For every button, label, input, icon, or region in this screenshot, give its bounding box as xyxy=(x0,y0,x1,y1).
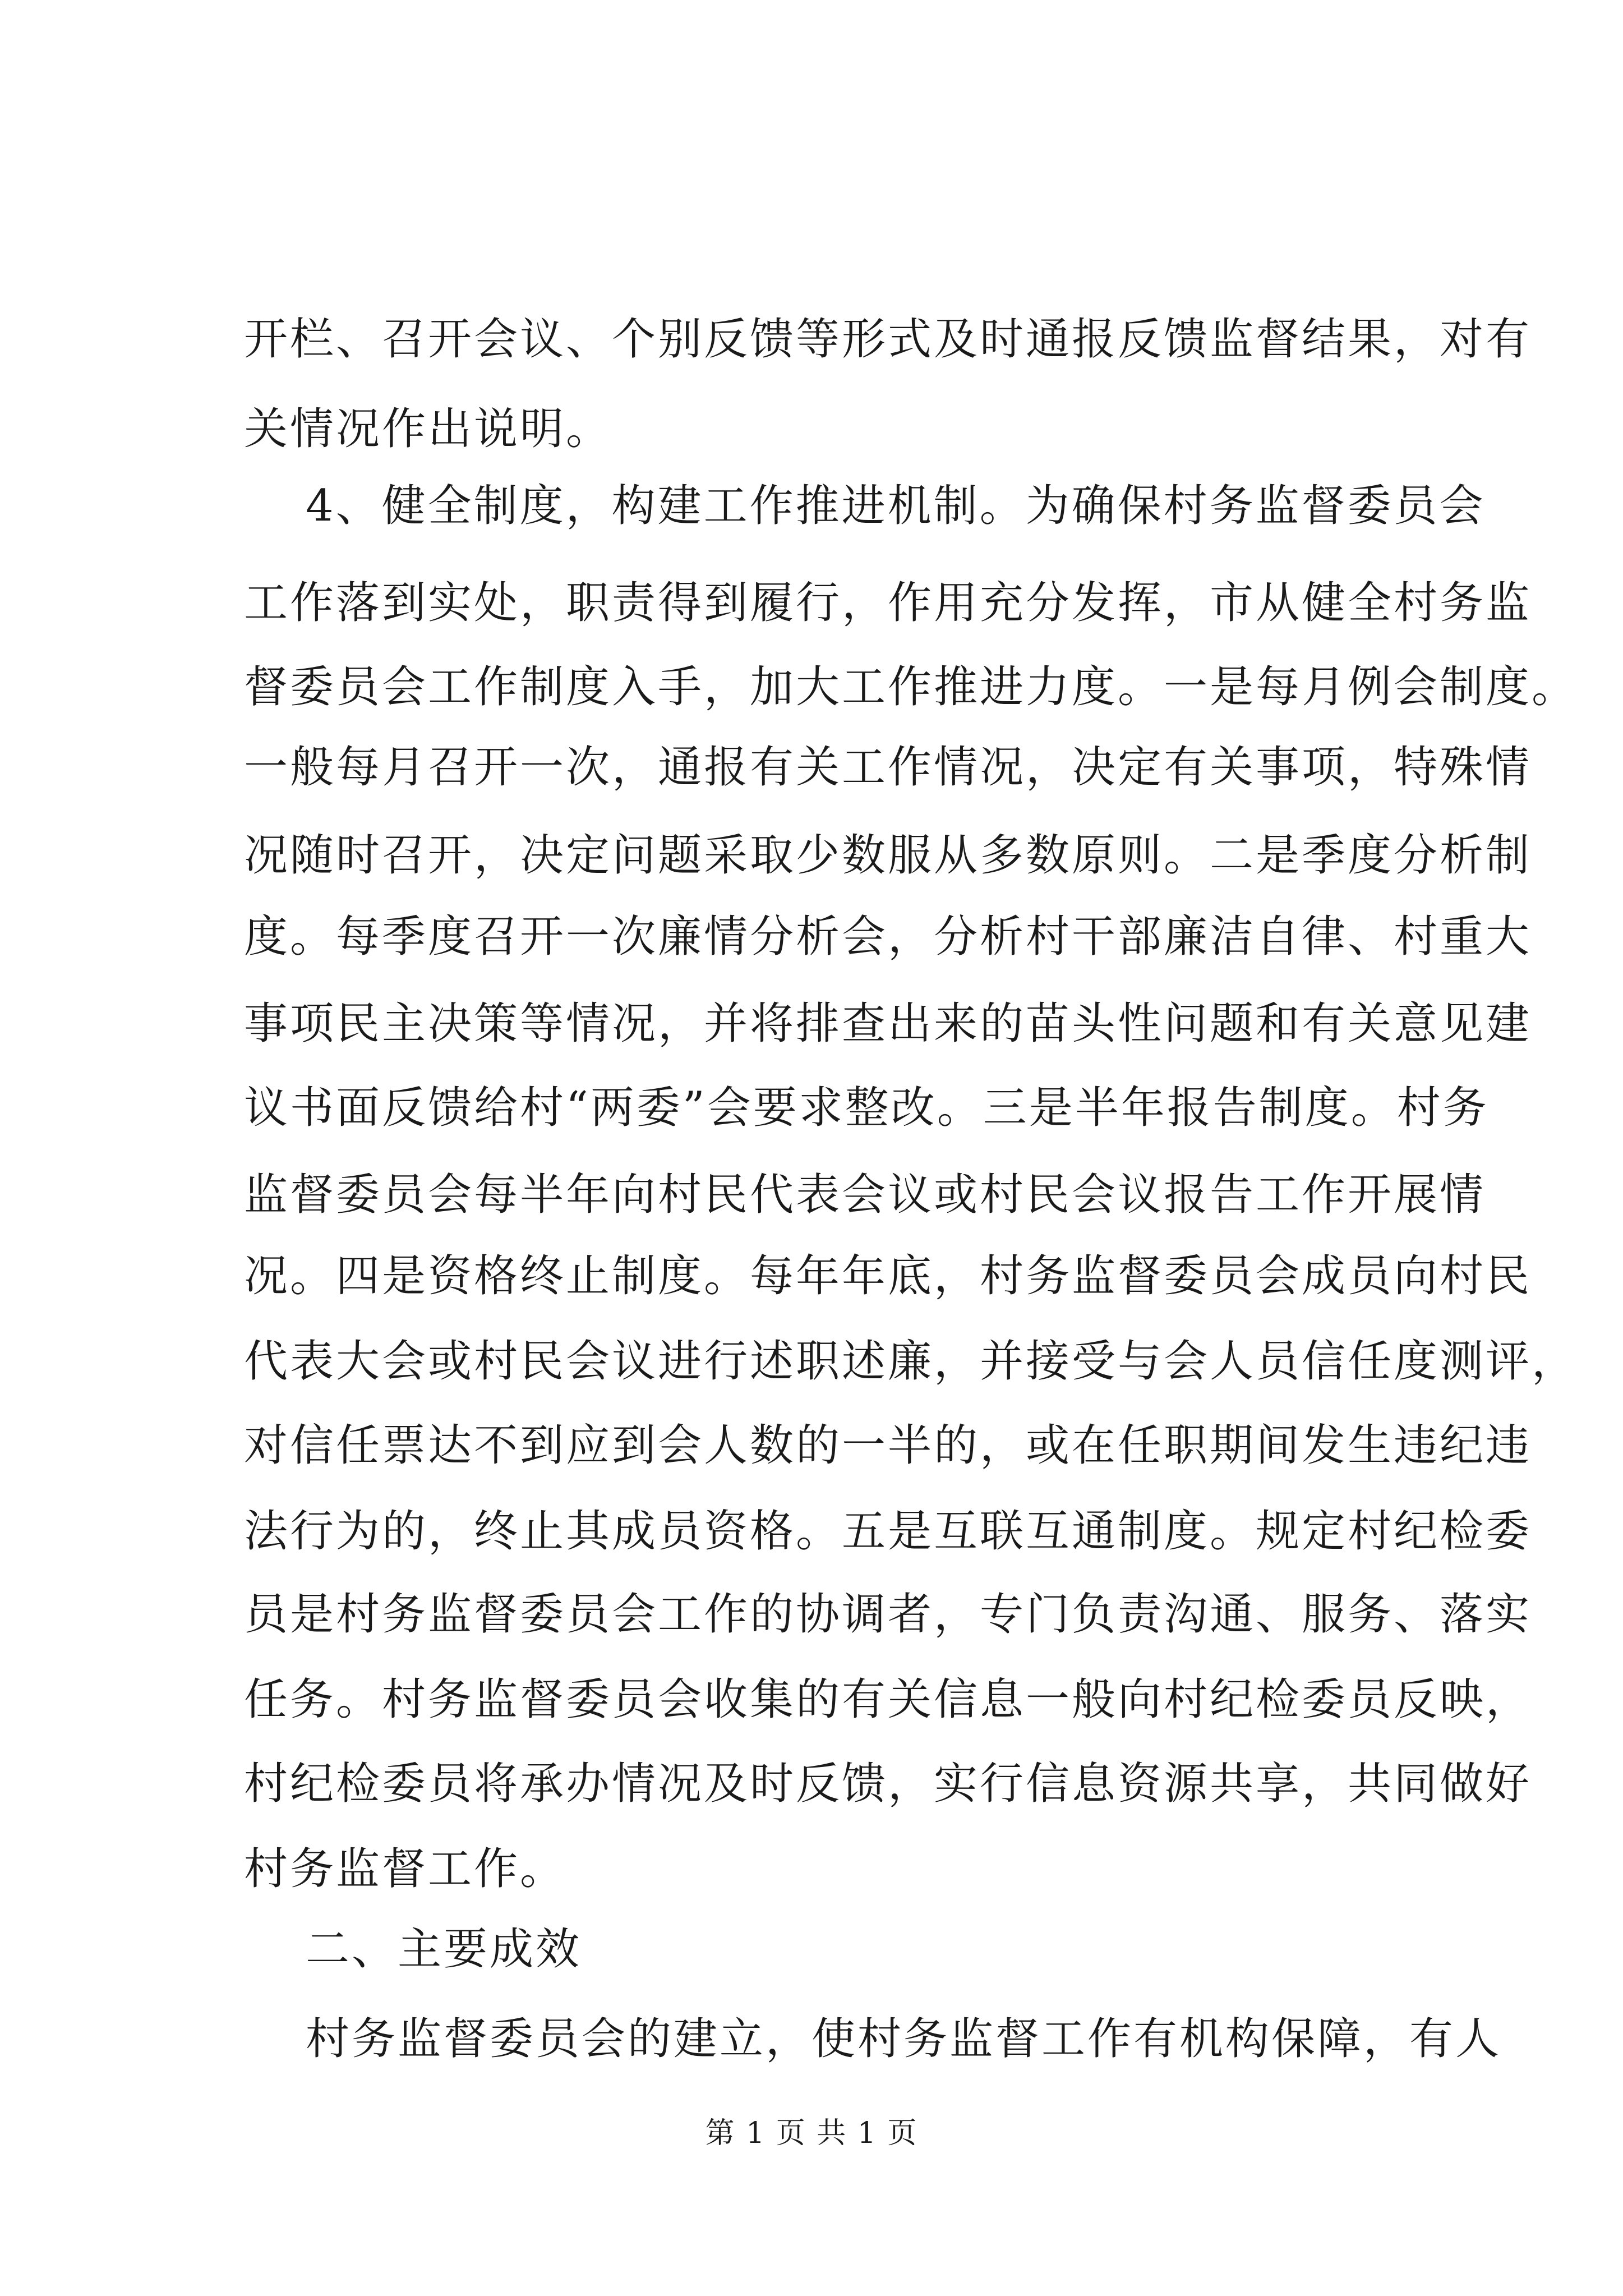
text-line: 事项民主决策等情况，并将排查出来的苗头性问题和有关意见建 xyxy=(244,999,1532,1049)
section-heading: 二、主要成效 xyxy=(306,1924,582,1975)
text-line: 村务监督工作。 xyxy=(244,1844,566,1894)
text-line: 工作落到实处，职责得到履行，作用充分发挥，市从健全村务监 xyxy=(244,578,1532,628)
text-line: 开栏、召开会议、个别反馈等形式及时通报反馈监督结果，对有 xyxy=(244,314,1532,365)
text-line: 况随时召开，决定问题采取少数服从多数原则。二是季度分析制 xyxy=(244,830,1532,881)
page-footer: 第 1 页 共 1 页 xyxy=(705,2116,918,2150)
text-line: 议书面反馈给村“两委”会要求整改。三是半年报告制度。村务 xyxy=(244,1083,1489,1133)
text-line: 代表大会或村民会议进行述职述廉，并接受与会人员信任度测评， xyxy=(244,1336,1578,1387)
text-line: 关情况作出说明。 xyxy=(244,404,612,454)
text-line: 任务。村务监督委员会收集的有关信息一般向村纪检委员反映， xyxy=(244,1674,1532,1725)
text-line: 况。四是资格终止制度。每年年底，村务监督委员会成员向村民 xyxy=(244,1251,1532,1301)
text-line: 村纪检委员将承办情况及时反馈，实行信息资源共享，共同做好 xyxy=(244,1759,1532,1809)
text-line: 法行为的，终止其成员资格。五是互联互通制度。规定村纪检委 xyxy=(244,1506,1532,1557)
text-line: 对信任票达不到应到会人数的一半的，或在任职期间发生违纪违 xyxy=(244,1420,1532,1471)
text-line: 度。每季度召开一次廉情分析会，分析村干部廉洁自律、村重大 xyxy=(244,912,1532,962)
text-line: 员是村务监督委员会工作的协调者，专门负责沟通、服务、落实 xyxy=(244,1589,1532,1640)
text-line: 督委员会工作制度入手，加大工作推进力度。一是每月例会制度。 xyxy=(244,662,1578,712)
text-line: 村务监督委员会的建立，使村务监督工作有机构保障，有人 xyxy=(306,2014,1502,2064)
text-line: 监督委员会每半年向村民代表会议或村民会议报告工作开展情 xyxy=(244,1170,1486,1220)
paragraph-heading: 4、健全制度，构建工作推进机制。为确保村务监督委员会 xyxy=(306,481,1486,531)
text-line: 一般每月召开一次，通报有关工作情况，决定有关事项，特殊情 xyxy=(244,742,1532,793)
